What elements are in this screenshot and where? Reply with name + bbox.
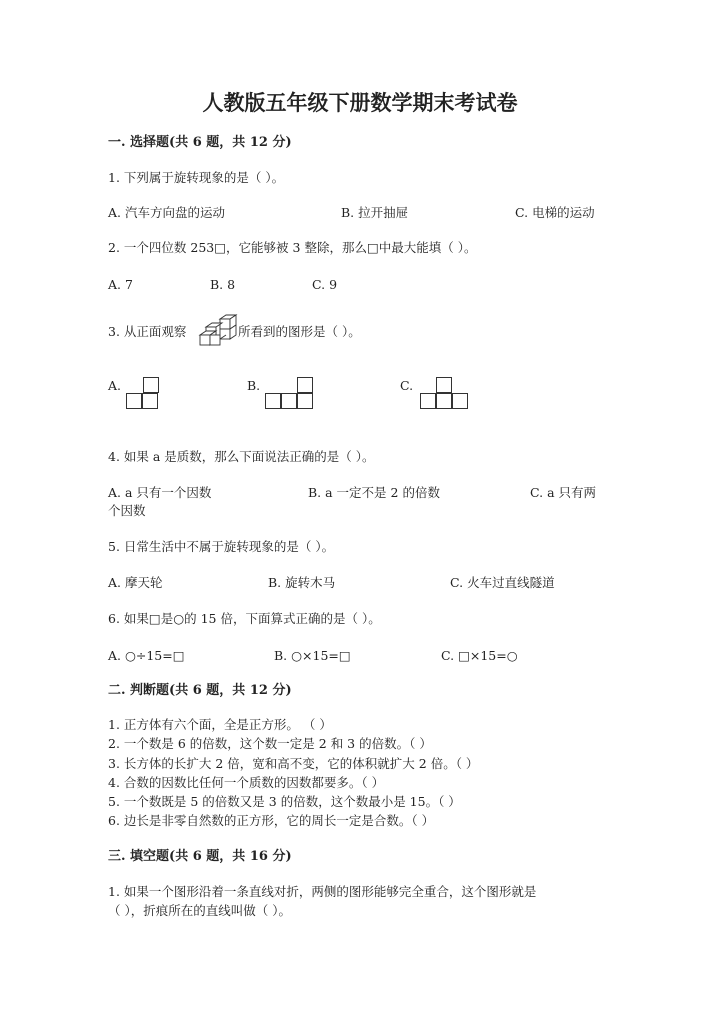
q4-option-c-cont: 个因数 [108,503,146,518]
question-3-stem-prefix: 3. 从正面观察 [108,324,187,339]
judge-item-3: 3. 长方体的长扩大 2 倍，宽和高不变，它的体积就扩大 2 倍。（ ） [108,756,479,771]
question-4-stem: 4. 如果 a 是质数，那么下面说法正确的是（ ）。 [108,449,375,464]
page-title: 人教版五年级下册数学期末考试卷 [202,90,518,115]
q6-option-a: A. ○÷15=□ [108,648,185,663]
q5-option-c: C. 火车过直线隧道 [450,575,555,590]
cube-stack-figure [197,313,239,355]
judge-item-5: 5. 一个数既是 5 的倍数又是 3 的倍数，这个数最小是 15。（ ） [108,794,461,809]
judge-item-4: 4. 合数的因数比任何一个质数的因数都要多。（ ） [108,775,385,790]
q3-option-a-label: A. [108,378,122,393]
q1-option-a: A. 汽车方向盘的运动 [108,205,225,220]
q4-option-b: B. a 一定不是 2 的倍数 [308,485,440,500]
q4-option-c: C. a 只有两 [530,485,596,500]
question-2-stem: 2. 一个四位数 253□，它能够被 3 整除，那么□中最大能填（ ）。 [108,240,477,255]
judge-item-1: 1. 正方体有六个面，全是正方形。 （ ） [108,717,332,732]
q5-option-b: B. 旋转木马 [268,575,336,590]
q6-option-b: B. ○×15=□ [274,648,351,663]
q3-option-c-label: C. [400,378,414,393]
q2-option-c: C. 9 [312,277,338,292]
q2-option-a: A. 7 [108,277,133,292]
q6-option-c: C. □×15=○ [441,648,518,663]
q3-option-b-figure [265,377,315,411]
question-6-stem: 6. 如果□是○的 15 倍，下面算式正确的是（ ）。 [108,611,381,626]
section-heading-fill: 三. 填空题(共 6 题，共 16 分) [108,849,292,864]
q1-option-c: C. 电梯的运动 [515,205,595,220]
fill-q1-line2: （ ），折痕所在的直线叫做（ ）。 [108,903,291,918]
q3-option-c-figure [420,377,470,411]
q2-option-b: B. 8 [210,277,236,292]
q3-option-a-figure [126,377,160,411]
question-5-stem: 5. 日常生活中不属于旋转现象的是（ ）。 [108,539,335,554]
fill-q1-line1: 1. 如果一个图形沿着一条直线对折，两侧的图形能够完全重合，这个图形就是 [108,884,537,899]
q3-option-b-label: B. [247,378,261,393]
judge-item-6: 6. 边长是非零自然数的正方形，它的周长一定是合数。（ ） [108,813,435,828]
q5-option-a: A. 摩天轮 [108,575,163,590]
q4-option-a: A. a 只有一个因数 [108,485,212,500]
section-heading-judge: 二. 判断题(共 6 题，共 12 分) [108,683,292,698]
judge-item-2: 2. 一个数是 6 的倍数，这个数一定是 2 和 3 的倍数。（ ） [108,736,432,751]
question-3-stem-suffix: 所看到的图形是（ ）。 [238,324,361,339]
question-1-stem: 1. 下列属于旋转现象的是（ ）。 [108,170,285,185]
section-heading-choice: 一. 选择题(共 6 题，共 12 分) [108,135,292,150]
q1-option-b: B. 拉开抽屉 [341,205,409,220]
